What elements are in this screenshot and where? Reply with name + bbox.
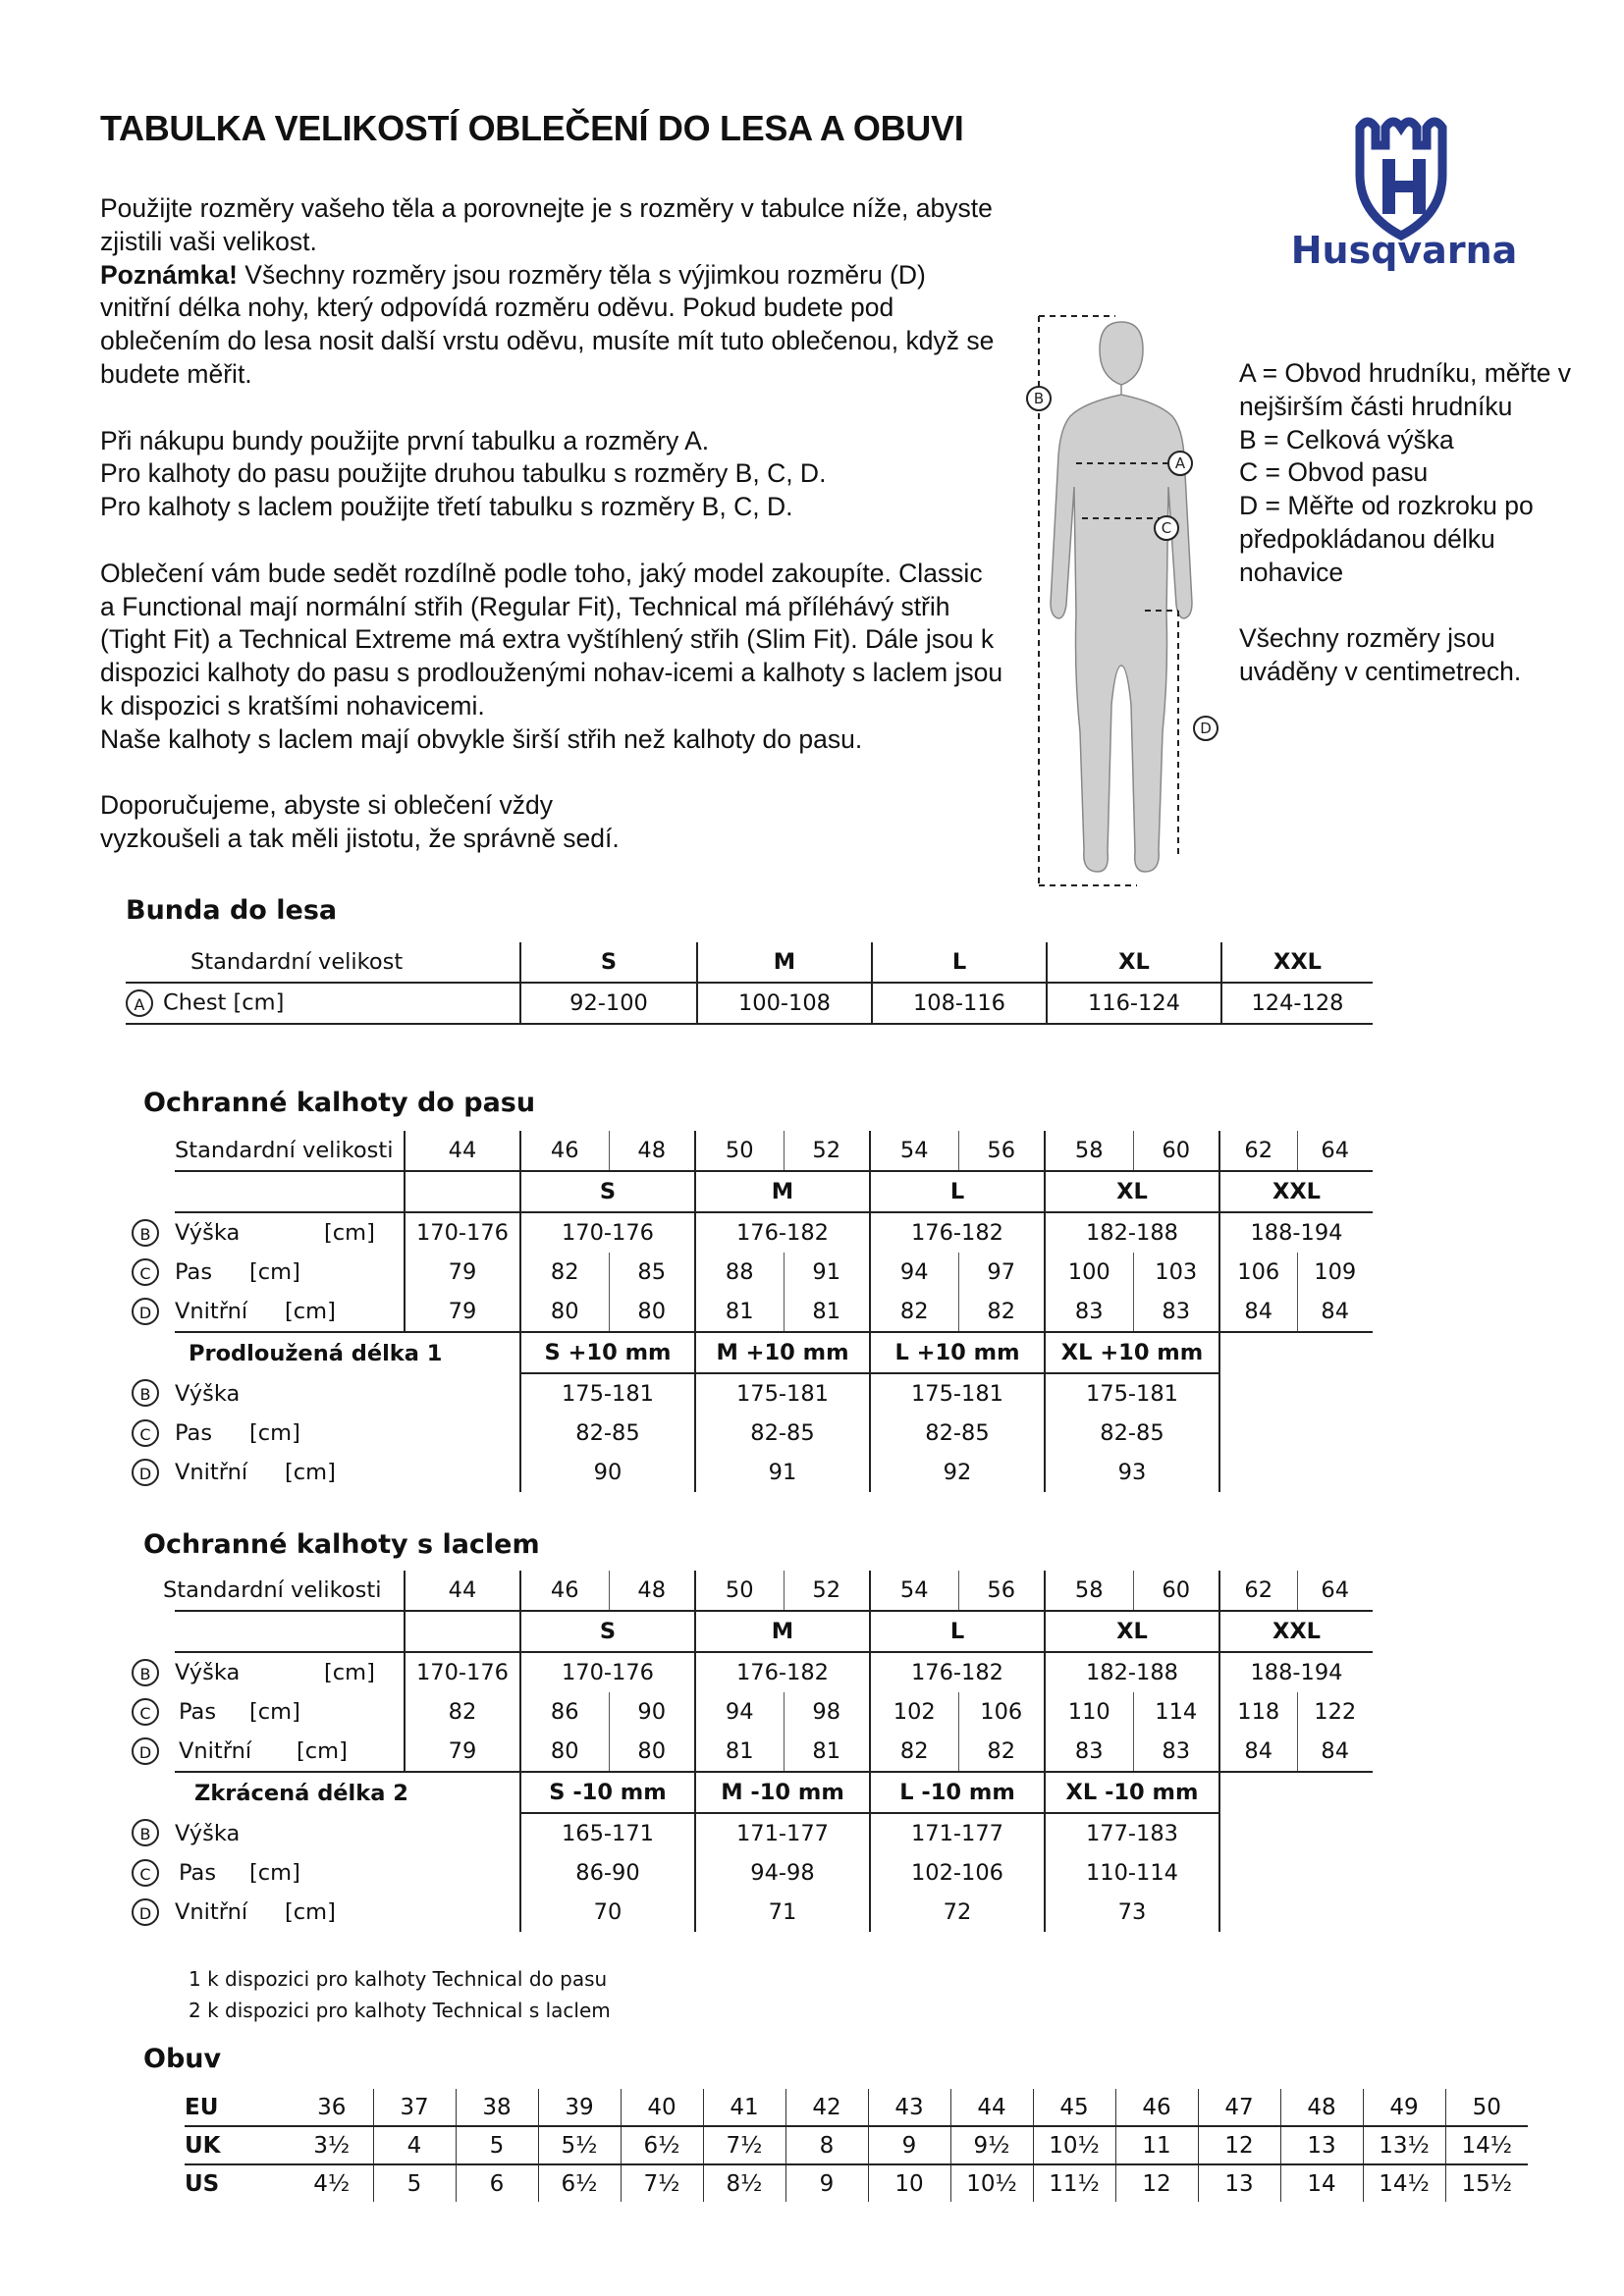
unit-label: [cm]: [297, 1738, 348, 1764]
note-text: Všechny rozměry jsou rozměry těla s výjimkou rozměru (D) vnitřní délka nohy, který odpovídá rozměru oděvu. Pokud budete pod oblečením do lesa nosit další vrstu oděvu, musíte mít tuto oblečenou, když se budete měřit.: [100, 259, 995, 389]
intro-p4-line: vyzkoušeli a tak měli jistotu, že správně sedí.: [100, 824, 620, 854]
extended-size: M +10 mm: [695, 1332, 870, 1373]
shoe-size-cell: 14½: [1363, 2164, 1445, 2202]
footnotes: [189, 1963, 611, 2026]
height-value: 176-182: [695, 1212, 870, 1253]
waist-value: 97: [958, 1253, 1045, 1292]
shoe-size-cell: 7½: [703, 2126, 785, 2164]
footnote-1: 1 k dispozici pro kalhoty Technical do pasu: [189, 1967, 608, 1991]
inner-value: 83: [1045, 1732, 1133, 1772]
marker-b-icon: B: [132, 1379, 159, 1407]
ext-height-value: 175-181: [520, 1373, 695, 1414]
short-height-value: 171-177: [695, 1813, 870, 1853]
unit-label: [cm]: [285, 1460, 336, 1485]
inner-value: 82: [958, 1292, 1045, 1332]
shortened-size: XL -10 mm: [1045, 1772, 1219, 1813]
shoe-size-cell: 9½: [950, 2126, 1033, 2164]
size-number: 50: [695, 1131, 784, 1171]
height-row-label: [139, 1652, 405, 1692]
size-letter: L: [870, 1611, 1045, 1652]
figure-marker-b: B: [1033, 390, 1045, 407]
shortened-size: S -10 mm: [520, 1772, 695, 1813]
extended-length-title: Prodloužená délka 1: [189, 1340, 443, 1366]
short-height-value: 165-171: [520, 1813, 695, 1853]
waist-value: 82: [405, 1692, 520, 1732]
inner-value: 82: [958, 1732, 1045, 1772]
std-size-label: Standardní velikost: [126, 942, 520, 983]
waist-value: 118: [1219, 1692, 1297, 1732]
size-letter: L: [870, 1171, 1045, 1212]
shoe-size-cell: 38: [456, 2089, 538, 2126]
waist-value: 98: [784, 1692, 870, 1732]
waist-value: 106: [1219, 1253, 1297, 1292]
inner-value: 82: [870, 1732, 958, 1772]
unit-label: [cm]: [249, 1259, 300, 1285]
shoe-size-cell: 37: [373, 2089, 456, 2126]
height-value: 176-182: [870, 1652, 1045, 1692]
size-letter: XL: [1045, 1171, 1219, 1212]
short-inner-value: 70: [520, 1893, 695, 1932]
size-number: 58: [1045, 1131, 1133, 1171]
short-waist-value: 94-98: [695, 1853, 870, 1893]
waist-section-title: Ochranné kalhoty do pasu: [143, 1088, 536, 1118]
human-silhouette-icon: [1021, 304, 1247, 903]
chest-value: 116-124: [1047, 983, 1221, 1024]
inner-value: 84: [1219, 1292, 1297, 1332]
waist-value: 122: [1297, 1692, 1373, 1732]
height-value: 182-188: [1045, 1212, 1219, 1253]
intro-paragraph-4: [100, 789, 1003, 856]
chest-value: 124-128: [1221, 983, 1373, 1024]
jacket-section-title: Bunda do lesa: [126, 895, 338, 926]
shoe-size-cell: 15½: [1445, 2164, 1528, 2202]
height-value: 176-182: [870, 1212, 1045, 1253]
shoe-size-cell: 39: [538, 2089, 621, 2126]
size-number: 56: [958, 1131, 1045, 1171]
height-label: Výška: [175, 1220, 241, 1246]
shoe-size-cell: 43: [868, 2089, 950, 2126]
waist-value: 102: [870, 1692, 958, 1732]
height-value: 170-176: [405, 1212, 520, 1253]
size-header: L: [872, 942, 1047, 983]
inner-value: 80: [520, 1292, 609, 1332]
intro-paragraph-3: [100, 558, 1003, 757]
shoe-size-cell: 46: [1115, 2089, 1198, 2126]
size-number: 50: [695, 1571, 784, 1611]
inner-value: 83: [1133, 1732, 1219, 1772]
figure-marker-a: A: [1174, 454, 1186, 472]
size-number: 46: [520, 1571, 609, 1611]
inner-label: Vnitřní: [175, 1460, 248, 1485]
shoe-size-table: [185, 2089, 1528, 2202]
shoe-size-cell: 8½: [703, 2164, 785, 2202]
height-value: 182-188: [1045, 1652, 1219, 1692]
legend-c: C = Obvod pasu: [1239, 457, 1429, 488]
size-number: 62: [1219, 1571, 1297, 1611]
waist-label: Pas: [179, 1699, 217, 1725]
size-letter: XXL: [1219, 1611, 1373, 1652]
short-inner-value: 71: [695, 1893, 870, 1932]
inner-value: 81: [695, 1732, 784, 1772]
jacket-size-table: [126, 942, 1373, 1025]
size-number: 54: [870, 1131, 958, 1171]
height-value: 176-182: [695, 1652, 870, 1692]
intro-p2-line: Pro kalhoty do pasu použijte druhou tabulku s rozměry B, C, D.: [100, 458, 827, 489]
ext-waist-value: 82-85: [1045, 1414, 1219, 1453]
height-value: 170-176: [520, 1652, 695, 1692]
size-number: 64: [1297, 1131, 1373, 1171]
waist-value: 109: [1297, 1253, 1373, 1292]
shoe-size-cell: 6: [456, 2164, 538, 2202]
inner-value: 84: [1219, 1732, 1297, 1772]
short-height-value: 177-183: [1045, 1813, 1219, 1853]
shoe-size-cell: 41: [703, 2089, 785, 2126]
shoe-size-cell: 40: [621, 2089, 703, 2126]
chest-row-label: [126, 983, 520, 1024]
ext-height-value: 175-181: [1045, 1373, 1219, 1414]
unit-label: [cm]: [249, 1420, 300, 1446]
shortened-length-title: Zkrácená délka 2: [194, 1780, 408, 1806]
height-value: 188-194: [1219, 1212, 1373, 1253]
waist-label: Pas: [175, 1259, 213, 1285]
inner-value: 80: [520, 1732, 609, 1772]
size-number: 44: [405, 1571, 520, 1611]
shoe-size-cell: 36: [291, 2089, 373, 2126]
shoe-size-cell: 10½: [1033, 2126, 1115, 2164]
short-inner-row-label: [138, 1893, 520, 1932]
waist-label: Pas: [179, 1860, 217, 1886]
intro-paragraph-1: [100, 192, 1003, 392]
inner-value: 79: [405, 1732, 520, 1772]
size-number: 54: [870, 1571, 958, 1611]
waist-value: 103: [1133, 1253, 1219, 1292]
intro-p3b: Naše kalhoty s laclem mají obvykle širší střih než kalhoty do pasu.: [100, 723, 863, 754]
size-number: 48: [609, 1571, 695, 1611]
figure-marker-c: C: [1161, 519, 1172, 537]
intro-p2-line: Pro kalhoty s laclem použijte třetí tabulku s rozměry B, C, D.: [100, 492, 793, 522]
inner-value: 80: [609, 1292, 695, 1332]
bib-trousers-table: [138, 1571, 1373, 1932]
size-letter: M: [695, 1611, 870, 1652]
inner-value: 82: [870, 1292, 958, 1332]
ext-inner-value: 92: [870, 1453, 1045, 1492]
shortened-size: M -10 mm: [695, 1772, 870, 1813]
shoe-size-cell: 13: [1280, 2126, 1363, 2164]
marker-c-icon: C: [132, 1859, 159, 1887]
waist-trousers-table: [138, 1131, 1373, 1492]
inner-value: 81: [695, 1292, 784, 1332]
short-waist-row-label: [139, 1853, 520, 1893]
shoe-size-cell: 9: [868, 2126, 950, 2164]
ext-waist-value: 82-85: [870, 1414, 1045, 1453]
shoe-size-cell: 8: [785, 2126, 868, 2164]
ext-inner-value: 93: [1045, 1453, 1219, 1492]
extended-size: S +10 mm: [520, 1332, 695, 1373]
ext-inner-value: 91: [695, 1453, 870, 1492]
legend-block: [1239, 357, 1573, 590]
size-letter: S: [520, 1171, 695, 1212]
short-height-row-label: [139, 1813, 520, 1853]
shoe-size-cell: 44: [950, 2089, 1033, 2126]
marker-c-icon: C: [132, 1419, 159, 1447]
marker-b-icon: B: [132, 1219, 159, 1247]
waist-value: 79: [405, 1253, 520, 1292]
marker-b-icon: B: [132, 1819, 159, 1846]
shoe-size-cell: 5½: [538, 2126, 621, 2164]
legend-b: B = Celková výška: [1239, 424, 1454, 454]
marker-c-icon: C: [132, 1258, 159, 1286]
std-size-label: Standardní velikosti: [175, 1131, 405, 1171]
brand-wordmark: Husqvarna: [1290, 229, 1518, 272]
inner-label: Vnitřní: [179, 1738, 252, 1764]
husqvarna-logo: [1276, 98, 1532, 275]
shoe-size-cell: 14½: [1445, 2126, 1528, 2164]
inner-value: 83: [1133, 1292, 1219, 1332]
size-letter: XL: [1045, 1611, 1219, 1652]
waist-value: 94: [870, 1253, 958, 1292]
ext-height-value: 175-181: [695, 1373, 870, 1414]
inner-label: Vnitřní: [175, 1899, 248, 1925]
inner-value: 84: [1297, 1292, 1373, 1332]
inner-value: 79: [405, 1292, 520, 1332]
waist-value: 106: [958, 1692, 1045, 1732]
unit-label: [cm]: [249, 1860, 300, 1886]
waist-row-label: [139, 1253, 405, 1292]
marker-d-icon: D: [132, 1459, 159, 1486]
shoe-size-cell: 12: [1115, 2164, 1198, 2202]
shoe-size-cell: 5: [373, 2164, 456, 2202]
marker-d-icon: D: [132, 1737, 159, 1765]
shortened-size: L -10 mm: [870, 1772, 1045, 1813]
height-value: 188-194: [1219, 1652, 1373, 1692]
intro-p1: Použijte rozměry vašeho těla a porovnejte je s rozměry v tabulce níže, abyste zjistili vaši velikost.: [100, 193, 993, 256]
marker-d-icon: D: [132, 1898, 159, 1926]
size-number: 64: [1297, 1571, 1373, 1611]
waist-row-label: [139, 1692, 405, 1732]
intro-paragraph-2: [100, 425, 1003, 524]
shoe-size-cell: 13½: [1363, 2126, 1445, 2164]
intro-p2-line: Při nákupu bundy použijte první tabulku a rozměry A.: [100, 425, 710, 455]
inner-row-label: [138, 1292, 405, 1332]
size-number: 44: [405, 1131, 520, 1171]
shoe-size-cell: 11½: [1033, 2164, 1115, 2202]
size-number: 48: [609, 1131, 695, 1171]
height-label: Výška: [175, 1660, 241, 1685]
std-size-label: Standardní velikosti: [163, 1571, 393, 1611]
shoe-row-label: UK: [185, 2126, 291, 2164]
marker-b-icon: B: [132, 1659, 159, 1686]
height-row-label: [139, 1212, 405, 1253]
chest-value: 92-100: [520, 983, 697, 1024]
note-label: Poznámka!: [100, 259, 238, 290]
chest-label: Chest [cm]: [163, 989, 285, 1016]
waist-value: 91: [784, 1253, 870, 1292]
size-letter: M: [695, 1171, 870, 1212]
short-waist-value: 102-106: [870, 1853, 1045, 1893]
size-number: 62: [1219, 1131, 1297, 1171]
inner-value: 84: [1297, 1732, 1373, 1772]
size-header: S: [520, 942, 697, 983]
shoe-size-cell: 50: [1445, 2089, 1528, 2126]
waist-value: 90: [609, 1692, 695, 1732]
extended-size: XL +10 mm: [1045, 1332, 1219, 1373]
measurement-legend: [1239, 357, 1573, 722]
inner-row-label: [138, 1732, 405, 1772]
height-value: 170-176: [520, 1212, 695, 1253]
shoe-size-cell: 14: [1280, 2164, 1363, 2202]
waist-value: 88: [695, 1253, 784, 1292]
ext-waist-value: 82-85: [520, 1414, 695, 1453]
unit-label: [cm]: [324, 1220, 375, 1246]
shoe-size-cell: 10: [868, 2164, 950, 2202]
waist-value: 85: [609, 1253, 695, 1292]
shoe-size-cell: 6½: [538, 2164, 621, 2202]
size-number: 58: [1045, 1571, 1133, 1611]
figure-marker-d: D: [1200, 720, 1212, 737]
legend-units: Všechny rozměry jsou uváděny v centimetrech.: [1239, 623, 1522, 687]
shoes-section-title: Obuv: [143, 2044, 222, 2074]
waist-label: Pas: [175, 1420, 213, 1446]
bib-section-title: Ochranné kalhoty s laclem: [143, 1529, 540, 1560]
shoe-size-cell: 47: [1198, 2089, 1280, 2126]
shoe-size-cell: 3½: [291, 2126, 373, 2164]
waist-value: 110: [1045, 1692, 1133, 1732]
waist-value: 94: [695, 1692, 784, 1732]
inner-value: 83: [1045, 1292, 1133, 1332]
ext-inner-row-label: [138, 1453, 520, 1492]
size-number: 52: [784, 1571, 870, 1611]
short-height-value: 171-177: [870, 1813, 1045, 1853]
shoe-size-cell: 6½: [621, 2126, 703, 2164]
shoe-size-cell: 5: [456, 2126, 538, 2164]
unit-label: [cm]: [249, 1699, 300, 1725]
height-label: Výška: [175, 1820, 241, 1846]
unit-label: [cm]: [285, 1299, 336, 1324]
extended-size: L +10 mm: [870, 1332, 1045, 1373]
unit-label: [cm]: [285, 1899, 336, 1925]
shoe-size-cell: 4: [373, 2126, 456, 2164]
size-header: XXL: [1221, 942, 1373, 983]
size-number: 46: [520, 1131, 609, 1171]
short-inner-value: 73: [1045, 1893, 1219, 1932]
waist-value: 82: [520, 1253, 609, 1292]
waist-value: 100: [1045, 1253, 1133, 1292]
size-number: 56: [958, 1571, 1045, 1611]
intro-text: [100, 192, 1003, 889]
chest-value: 108-116: [872, 983, 1047, 1024]
size-header: XL: [1047, 942, 1221, 983]
unit-label: [cm]: [324, 1660, 375, 1685]
size-number: 60: [1133, 1571, 1219, 1611]
shoe-size-cell: 45: [1033, 2089, 1115, 2126]
size-letter: S: [520, 1611, 695, 1652]
shoe-size-cell: 49: [1363, 2089, 1445, 2126]
footnote-2: 2 k dispozici pro kalhoty Technical s laclem: [189, 1999, 611, 2022]
waist-value: 86: [520, 1692, 609, 1732]
marker-d-icon: D: [132, 1298, 159, 1325]
ext-height-value: 175-181: [870, 1373, 1045, 1414]
marker-a-icon: A: [126, 989, 153, 1017]
short-waist-value: 110-114: [1045, 1853, 1219, 1893]
ext-waist-row-label: [139, 1414, 520, 1453]
shoe-size-cell: 10½: [950, 2164, 1033, 2202]
shoe-size-cell: 42: [785, 2089, 868, 2126]
waist-value: 114: [1133, 1692, 1219, 1732]
inner-value: 81: [784, 1732, 870, 1772]
ext-waist-value: 82-85: [695, 1414, 870, 1453]
inner-value: 80: [609, 1732, 695, 1772]
inner-label: Vnitřní: [175, 1299, 248, 1324]
shoe-row-label: US: [185, 2170, 220, 2197]
short-waist-value: 86-90: [520, 1853, 695, 1893]
short-inner-value: 72: [870, 1893, 1045, 1932]
size-number: 60: [1133, 1131, 1219, 1171]
ext-inner-value: 90: [520, 1453, 695, 1492]
page-title: TABULKA VELIKOSTÍ OBLEČENÍ DO LESA A OBUVI: [100, 108, 964, 148]
size-header: M: [697, 942, 872, 983]
shoe-row-label: EU: [185, 2089, 291, 2126]
shoe-size-cell: 4½: [313, 2170, 351, 2197]
legend-a: A = Obvod hrudníku, měřte v nejširším části hrudníku: [1239, 358, 1572, 421]
shoe-size-cell: 7½: [621, 2164, 703, 2202]
body-measurement-figure: [1021, 304, 1247, 903]
shoe-size-cell: 12: [1198, 2126, 1280, 2164]
inner-value: 81: [784, 1292, 870, 1332]
size-number: 52: [784, 1131, 870, 1171]
shoe-size-cell: 13: [1198, 2164, 1280, 2202]
crown-h-icon: [1276, 98, 1532, 275]
shoe-size-cell: 9: [785, 2164, 868, 2202]
shoe-size-cell: 11: [1115, 2126, 1198, 2164]
intro-p4-line: Doporučujeme, abyste si oblečení vždy: [100, 790, 554, 821]
height-value: 170-176: [405, 1652, 520, 1692]
chest-value: 100-108: [697, 983, 872, 1024]
legend-d: D = Měřte od rozkroku po předpokládanou délku nohavice: [1239, 491, 1534, 587]
marker-c-icon: C: [132, 1698, 159, 1726]
height-label: Výška: [175, 1380, 241, 1407]
intro-p3: Oblečení vám bude sedět rozdílně podle toho, jaký model zakoupíte. Classic a Functional mají normální střih (Regular Fit), Technical má příléhávý střih (Tight Fit) a Technical Extreme má extra vyštíhlený střih (Slim Fit). Dále jsou k dispozici kalhoty do pasu s prodlouženými nohav-icemi a kalhoty s laclem jsou k dispozici s kratšími nohavicemi.: [100, 558, 1003, 721]
size-letter: XXL: [1219, 1171, 1373, 1212]
shoe-size-cell: 48: [1280, 2089, 1363, 2126]
ext-height-row-label: [139, 1373, 520, 1414]
